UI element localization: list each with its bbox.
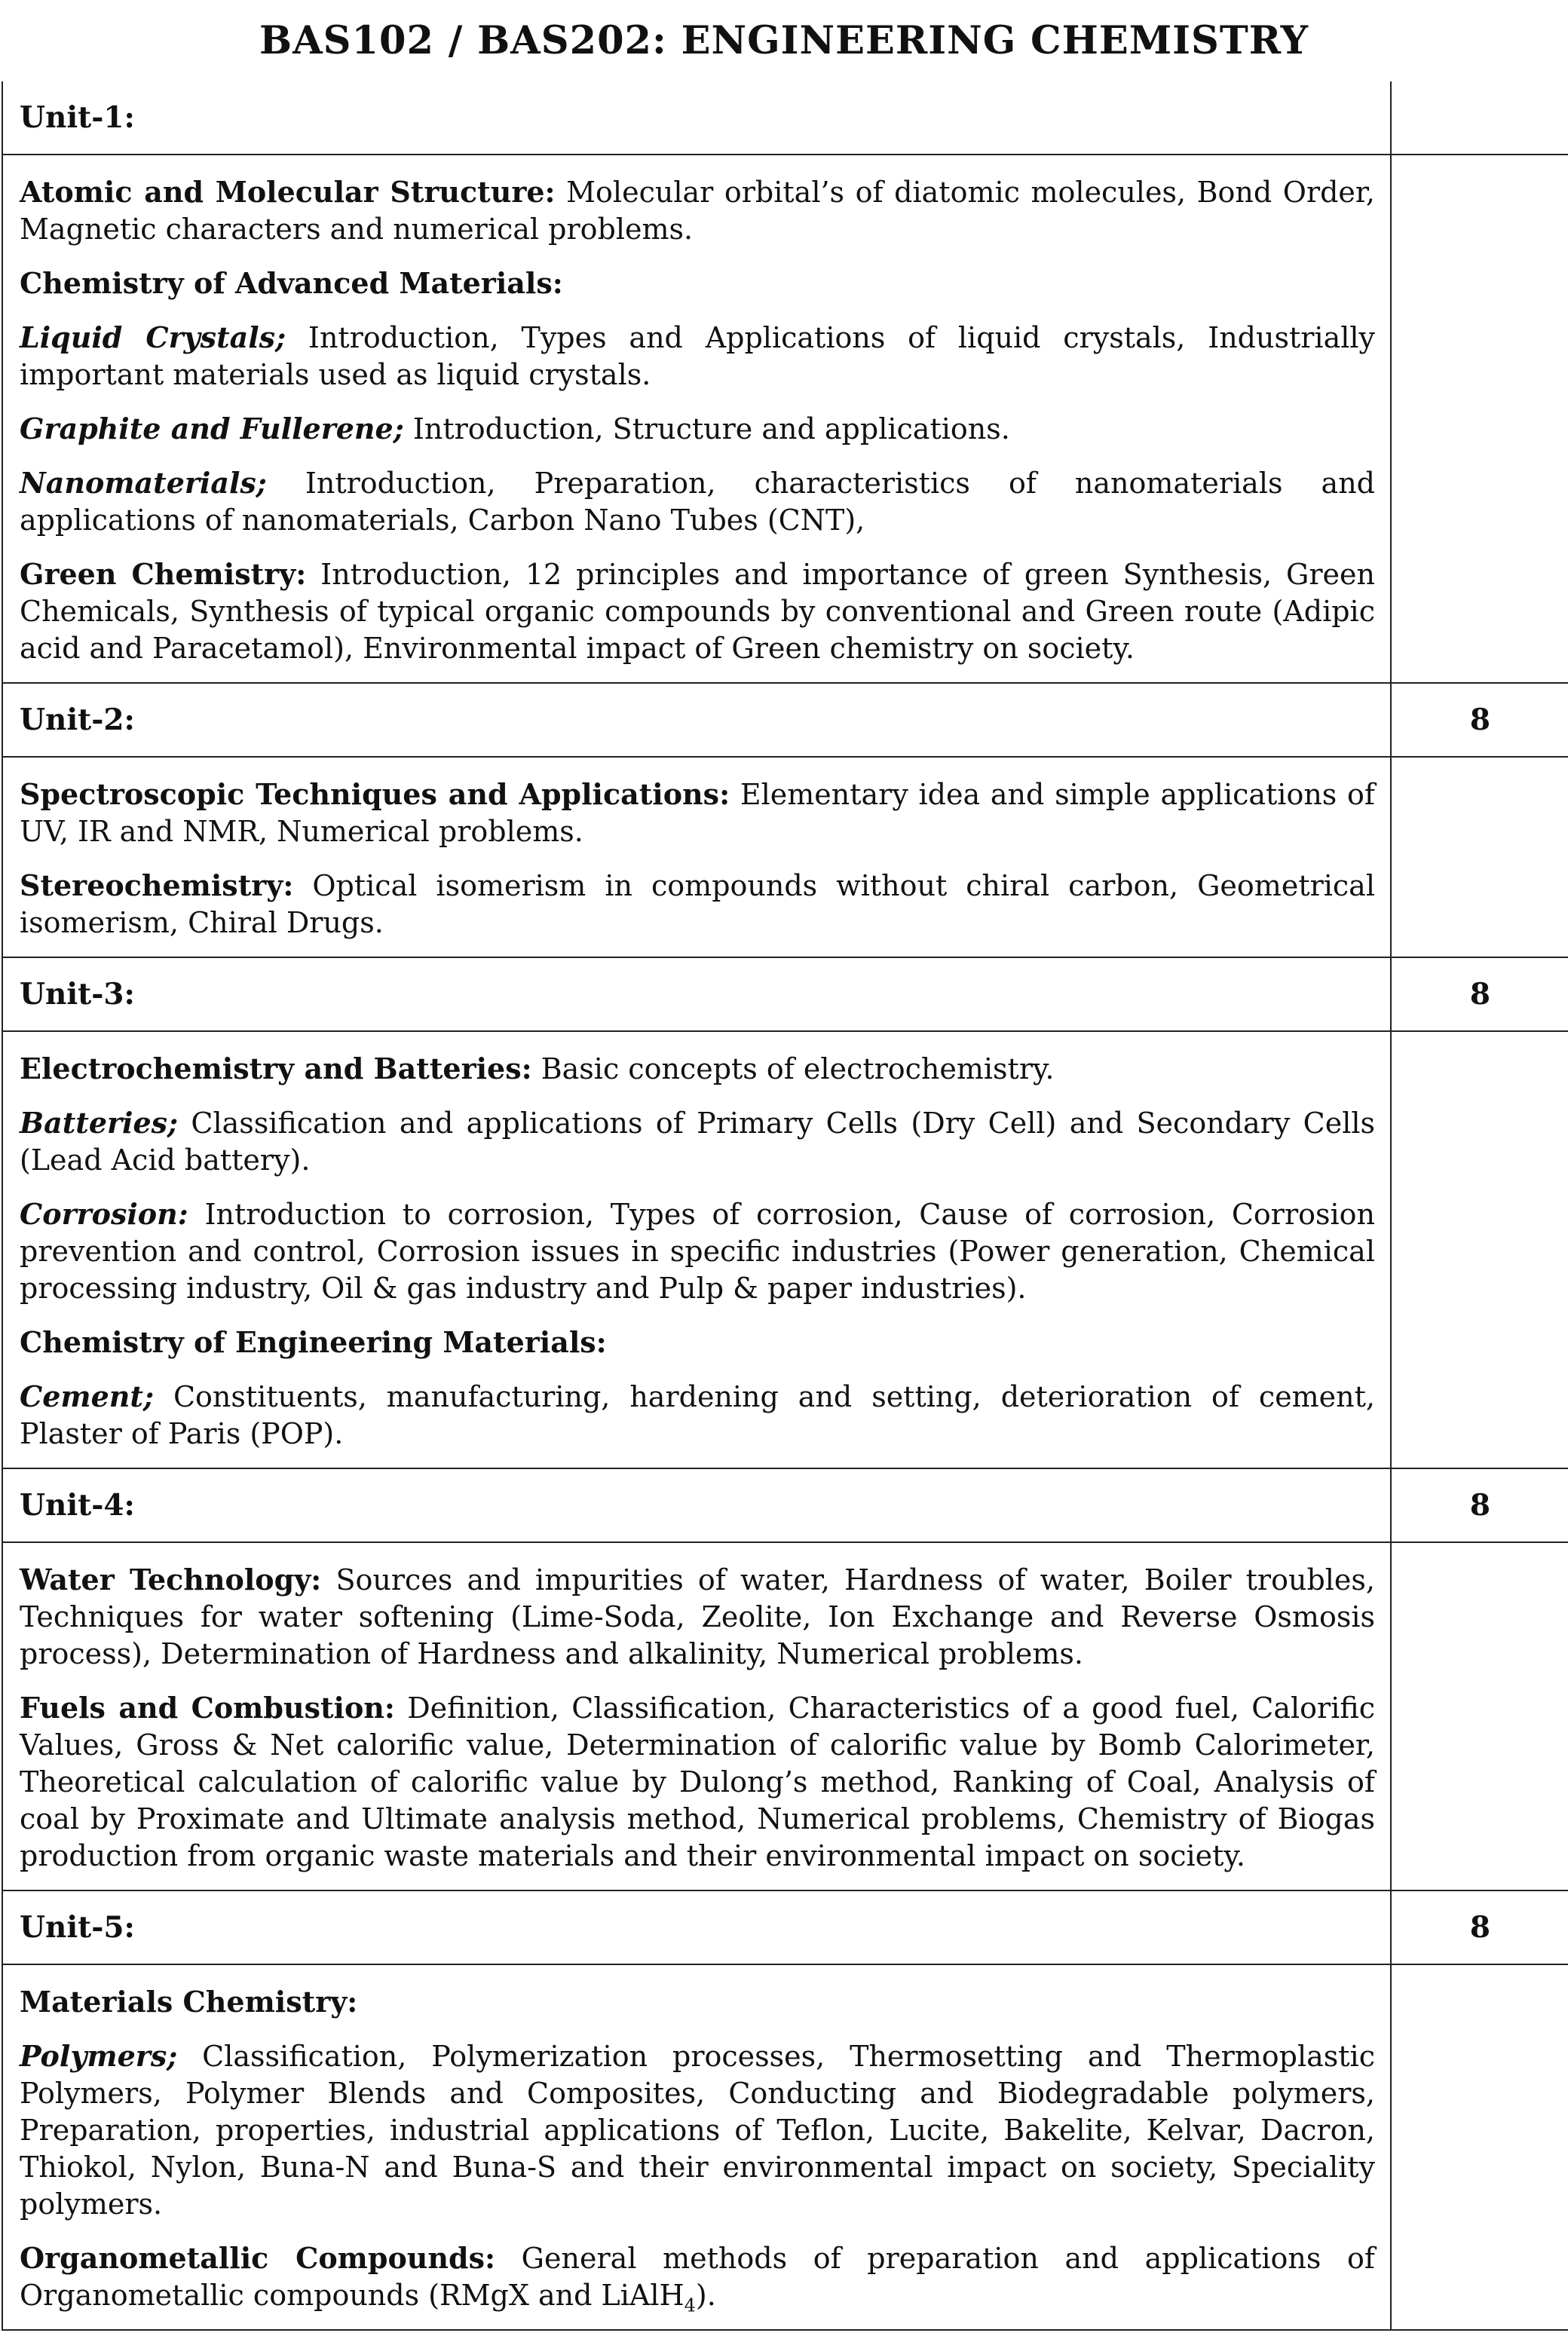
topic-description: Introduction, Types and Applications of liquid crystals, Industrially important materials used as liquid crystals. <box>20 321 1376 391</box>
unit-content-cell <box>2 1964 1391 2330</box>
unit-content-row <box>2 1964 1568 2330</box>
topic-heading: Electrochemistry and Batteries: <box>20 1052 532 1085</box>
topic-heading: Corrosion: <box>20 1197 188 1231</box>
topic-paragraph <box>20 1378 1375 1453</box>
unit-heading-cell <box>2 81 1391 155</box>
topic-heading: Materials Chemistry: <box>20 1985 358 2019</box>
topic-paragraph <box>20 1050 1375 1088</box>
unit-heading: Unit-3: <box>20 977 135 1012</box>
unit-heading-cell <box>2 1468 1391 1542</box>
topic-paragraph <box>20 464 1375 539</box>
unit-header-row <box>2 81 1568 155</box>
topic-paragraph <box>20 2037 1375 2223</box>
unit-header-row <box>2 957 1568 1031</box>
topic-heading: Graphite and Fullerene; <box>20 412 404 445</box>
topic-description: Introduction, 12 principles and importance of green Synthesis, Green Chemicals, Synthesis of typical organic compounds by conventional and Green route (Adipic acid and Paracetamol), Environmental impact of Green chemistry on society. <box>20 558 1375 665</box>
topic-heading: Atomic and Molecular Structure: <box>20 175 556 209</box>
topic-paragraph <box>20 1104 1375 1179</box>
syllabus-table-body <box>2 81 1568 2330</box>
unit-heading-cell <box>2 957 1391 1031</box>
topic-description: Constituents, manufacturing, hardening and setting, deterioration of cement, Plaster of Paris (POP). <box>20 1380 1375 1450</box>
unit-hours <box>1392 81 1568 154</box>
topic-heading: Green Chemistry: <box>20 557 307 591</box>
empty-hours-cell <box>1391 757 1568 957</box>
topic-description: Introduction, Preparation, characteristics of nanomaterials and applications of nanomaterials, Carbon Nano Tubes (CNT), <box>20 467 1375 537</box>
topic-paragraph <box>20 1561 1375 1673</box>
unit-hours: 8 <box>1469 703 1491 737</box>
topic-description: Classification and applications of Primary Cells (Dry Cell) and Secondary Cells (Lead Acid battery). <box>20 1107 1375 1177</box>
topic-heading: Stereochemistry: <box>20 868 294 902</box>
topic-description: General methods of preparation and applications of Organometallic compounds (RMgX and LiAlH <box>20 2242 1375 2312</box>
topic-paragraph <box>20 265 1375 302</box>
topic-heading: Chemistry of Advanced Materials: <box>20 266 563 300</box>
unit-header-row <box>2 683 1568 757</box>
unit-hours: 8 <box>1469 1488 1491 1523</box>
topic-paragraph <box>20 1195 1375 1307</box>
unit-heading: Unit-5: <box>20 1910 135 1945</box>
unit-content <box>3 1032 1390 1468</box>
topic-paragraph <box>20 1324 1375 1361</box>
empty-hours-cell <box>1391 155 1568 683</box>
unit-hours-cell <box>1391 1468 1568 1542</box>
unit-heading: Unit-4: <box>20 1488 135 1523</box>
topic-heading: Liquid Crystals; <box>20 320 286 354</box>
topic-paragraph <box>20 410 1375 448</box>
topic-heading: Organometallic Compounds: <box>20 2241 496 2275</box>
unit-heading-cell <box>2 683 1391 757</box>
topic-paragraph <box>20 867 1375 941</box>
topic-paragraph <box>20 776 1375 850</box>
topic-heading: Polymers; <box>20 2039 178 2073</box>
unit-hours-cell <box>1391 683 1568 757</box>
topic-description: Elementary idea and simple applications of UV, IR and NMR, Numerical problems. <box>20 778 1375 848</box>
syllabus-table <box>2 81 1568 2331</box>
topic-heading: Chemistry of Engineering Materials: <box>20 1325 607 1359</box>
unit-content-cell <box>2 1542 1391 1890</box>
topic-description: Definition, Classification, Characteristics of a good fuel, Calorific Values, Gross & Net calorific value, Determination of calorific value by Bomb Calorimeter, Theoretical calculation of calorific value by Dulong’s method, Ranking of Coal, Analysis of coal by Proximate and Ultimate analysis method, Numerical problems, Chemistry of Biogas production from organic waste materials and their environmental impact on society. <box>20 1691 1375 1872</box>
empty-hours-cell <box>1391 1542 1568 1890</box>
topic-heading: Fuels and Combustion: <box>20 1691 395 1725</box>
topic-heading: Spectroscopic Techniques and Applications: <box>20 777 730 811</box>
unit-hours: 8 <box>1469 1910 1491 1945</box>
topic-heading: Cement; <box>20 1379 155 1413</box>
topic-description: Sources and impurities of water, Hardness of water, Boiler troubles, Techniques for water softening (Lime-Soda, Zeolite, Ion Exchange and Reverse Osmosis process), Determination of Hardness and alkalinity, Numerical problems. <box>20 1563 1375 1670</box>
unit-header-row <box>2 1890 1568 1964</box>
topic-description: Molecular orbital’s of diatomic molecules, Bond Order, Magnetic characters and numerical problems. <box>20 176 1375 246</box>
unit-content <box>3 1543 1390 1890</box>
unit-heading: Unit-1: <box>20 100 135 135</box>
topic-description: Classification, Polymerization processes, Thermosetting and Thermoplastic Polymers, Polymer Blends and Composites, Conducting and Biodegradable polymers, Preparation, properties, industrial applications of Teflon, Lucite, Bakelite, Kelvar, Dacron, Thiokol, Nylon, Buna-N and Buna-S and their environmental impact on society, Speciality polymers. <box>20 2040 1375 2221</box>
topic-heading: Nanomaterials; <box>20 466 267 500</box>
unit-content <box>3 155 1390 682</box>
unit-content <box>3 758 1390 957</box>
empty-hours-cell <box>1391 1964 1568 2330</box>
topic-paragraph <box>20 319 1375 393</box>
unit-hours-cell <box>1391 1890 1568 1964</box>
unit-header-row <box>2 1468 1568 1542</box>
unit-hours: 8 <box>1469 977 1491 1012</box>
unit-content-cell <box>2 155 1391 683</box>
unit-content-row <box>2 1542 1568 1890</box>
subscript: 4 <box>684 2295 696 2316</box>
unit-content-cell <box>2 1031 1391 1468</box>
topic-description-tail: ). <box>695 2279 716 2312</box>
topic-description: Introduction to corrosion, Types of corrosion, Cause of corrosion, Corrosion prevention and control, Corrosion issues in specific industries (Power generation, Chemical processing industry, Oil & gas industry and Pulp & paper industries). <box>20 1198 1375 1305</box>
page-title: BAS102 / BAS202: ENGINEERING CHEMISTRY <box>259 18 1309 63</box>
unit-content-row <box>2 1031 1568 1468</box>
topic-description: Optical isomerism in compounds without chiral carbon, Geometrical isomerism, Chiral Drugs. <box>20 869 1375 939</box>
topic-heading: Water Technology: <box>20 1563 322 1597</box>
unit-content <box>3 1965 1390 2329</box>
unit-heading-cell <box>2 1890 1391 1964</box>
topic-paragraph <box>20 556 1375 667</box>
topic-paragraph <box>20 1689 1375 1875</box>
topic-paragraph <box>20 2239 1375 2314</box>
topic-description: Introduction, Structure and applications. <box>403 412 1010 445</box>
topic-paragraph <box>20 1983 1375 2021</box>
topic-heading: Batteries; <box>20 1106 179 1140</box>
unit-content-cell <box>2 757 1391 957</box>
unit-heading: Unit-2: <box>20 703 135 737</box>
unit-content-row <box>2 155 1568 683</box>
unit-hours-cell <box>1391 957 1568 1031</box>
topic-paragraph <box>20 173 1375 248</box>
unit-hours-cell <box>1391 81 1568 155</box>
topic-description: Basic concepts of electrochemistry. <box>531 1052 1055 1085</box>
unit-content-row <box>2 757 1568 957</box>
empty-hours-cell <box>1391 1031 1568 1468</box>
